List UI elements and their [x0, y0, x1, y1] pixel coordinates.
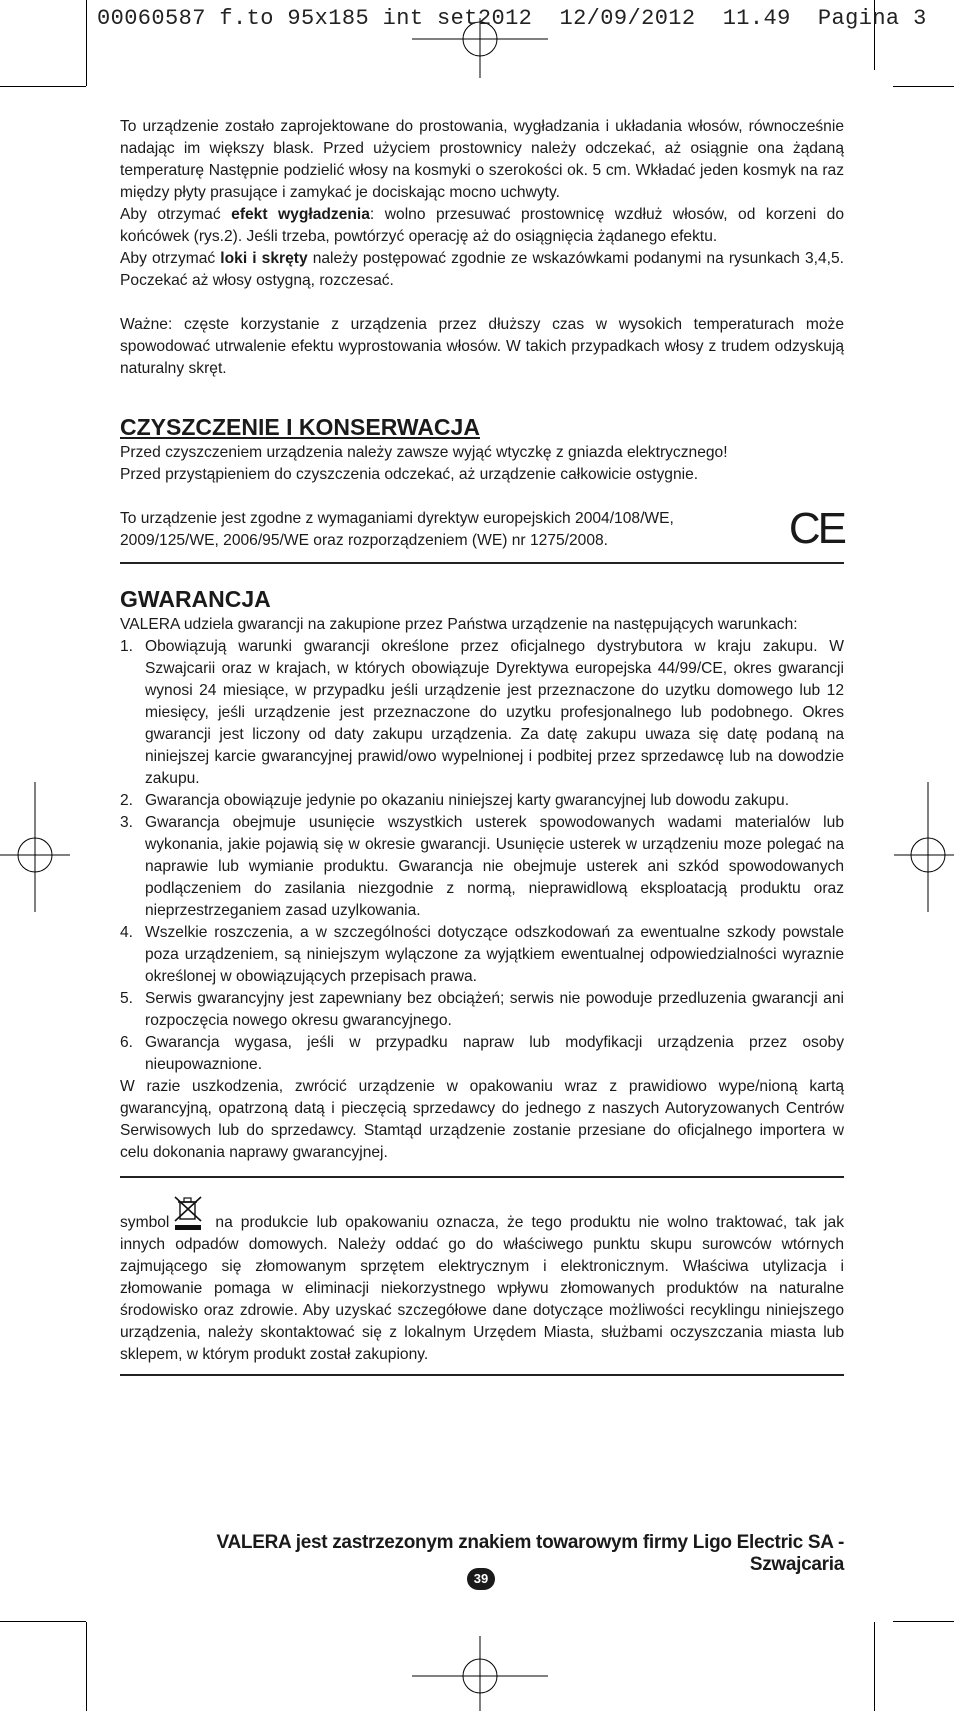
crop-mark — [893, 1621, 954, 1622]
compliance-block — [120, 504, 844, 553]
crop-mark — [86, 0, 87, 86]
warranty-conditions-list — [120, 636, 844, 1076]
divider — [120, 562, 844, 564]
registration-mark-left — [0, 782, 70, 912]
list-item: 4. Wszelkie roszczenia, a w szczególności dotyczące odszkodowań za ewentualne szkody powstale poza urządzeniem, są niniejszym wylączone za wyjątkiem ewentualnej odpowiedzialności wyraznie określonej w obowiązujących przepisach prawa. — [120, 924, 844, 985]
list-item: 3. Gwarancja obejmuje usunięcie wszystkich usterek spowodowanych wadami materialów lub wykonania, jakie pojawią się w okresie gwarancji. Usunięcie usterek w urządzeniu moze polegać na naprawie lub wymianie produktu. Gwarancja nie obejmuje usterek ani szkód spowodowanych podlączeniem do zasilania niezgodnie z normą, nieprawidlową eksploatacją produktu oraz nieprzestrzeganiem zasad uzylkowania. — [120, 814, 844, 919]
list-item: 5. Serwis gwarancyjny jest zapewniany bez obciążeń; serwis nie powoduje przedluzenia gwarancji ani rozpoczęcia nowego okresu gwarancyjnego. — [120, 990, 844, 1029]
warning-paragraph: Ważne: częste korzystanie z urządzenia przez dłuższy czas w wysokich temperaturach może spowodować utrwalenie efektu wyprostowania włosów. W takich przypadkach włosy z trudem odzyskują naturalny skręt. — [120, 316, 844, 377]
intro-paragraph: To urządzenie zostało zaprojektowane do prostowania, wygładzania i układania włosów, równocześnie nadając im większy blask. Przed użyciem prostownicy należy odczekać, aż osiągnie ona żądaną temperaturę Następnie podzielić włosy na kosmyki o szerokości ok. 5 cm. Wkładać jeden kosmyk na raz między płyty prasujące i zamykać je dociskając mocno uchwyty. — [120, 118, 844, 201]
disposal-paragraph: symbol na produkcie lub opakowaniu oznacza, że tego produktu nie wolno traktować, tak jak innych odpadów domowych. Należy oddać go do właściwego punktu skupu surowców wtórnych zajmującego się złomowanym sprzętem elektrycznym i elektronicznym. Właściwa utylizacja i złomowanie pomaga w eliminacji niekorzystnego wpływu złomowanych produktów na naturalne środowisko oraz zdrowie. Aby uzyskać szczegółowe dane dotyczące możliwości recyklingu niniejszego urządzenia, należy skontaktować się z lokalnym Urzędem Miasta, służbami oczyszczania miasta lub sklepem, w którym produkt został zakupiony. — [120, 1214, 844, 1363]
list-item: 2. Gwarancja obowiązuje jedynie po okazaniu niniejszej karty gwarancyjnej lub dowodu zakupu. — [120, 792, 790, 809]
crop-mark — [0, 1621, 86, 1622]
disposal-block — [120, 1194, 844, 1366]
crossed-out-bin-icon — [172, 1194, 204, 1232]
crop-mark — [874, 1622, 875, 1711]
registration-mark-right — [894, 782, 954, 912]
cleaning-heading: CZYSZCZENIE I KONSERWACJA — [120, 414, 480, 440]
crop-mark — [893, 86, 954, 87]
smoothing-paragraph: Aby otrzymać efekt wygładzenia: wolno przesuwać prostownicę wzdłuż włosów, od korzeni do końcówek (rys.2). Jeśli trzeba, powtórzyć operację aż do osiągnięcia żądanego efektu. — [120, 206, 845, 245]
cleaning-line-1: Przed czyszczeniem urządzenia należy zawsze wyjąć wtyczkę z gniazda elektrycznego! — [120, 444, 728, 461]
page-number-badge: 39 — [467, 1568, 495, 1590]
warranty-heading: GWARANCJA — [120, 586, 271, 612]
curls-paragraph: Aby otrzymać loki i skręty należy postępować zgodnie ze wskazówkami podanymi na rysunkach 3,4,5. Poczekać aż włosy ostygną, rozczesać. — [120, 250, 845, 289]
warranty-closing: W razie uszkodzenia, zwrócić urządzenie w opakowaniu wraz z prawidiowo wype/nioną kartą gwarancyjną, opatrzoną datą i pieczęcią sprzedawcy do jednego z naszych Autoryzowanych Centrów Serwisowych lub do sprzedawcy. Stamtąd urządzenie zostanie przesiane do oficjalnego importera w celu dokonania naprawy gwarancyjnej. — [120, 1078, 844, 1161]
divider — [120, 1176, 844, 1178]
document-body — [120, 116, 844, 1376]
trademark-footer: VALERA jest zastrzezonym znakiem towarowym firmy Ligo Electric SA - Szwajcaria — [216, 1532, 844, 1575]
ce-mark: CE — [788, 504, 844, 553]
warranty-intro: VALERA udziela gwarancji na zakupione przez Państwa urządzenie na następujących warunkach: — [120, 616, 798, 633]
list-item: 1. Obowiązują warunki gwarancji określone przez oficjalnego dystrybutora w kraju zakupu. W Szwajcarii oraz w krajach, w których obowiązuje Dyrektywa europejska 44/99/CE, okres gwarancji wynosi 24 miesiące, w przypadku jeśli urządzenie jest przeznaczone do uzytku domowego lub 12 miesięcy, jeśli urządzenie jest przeznaczone do uzytku profesjonalnego lub podobnego. Okres gwarancji jest liczony od daty zakupu urządzenia. Za datę zakupu uwaza się datę podaną na niniejszej karcie gwarancyjnej prawid/owo wypelnionej i podbitej przez sprzedawcę lub na dowodzie zakupu. — [120, 638, 844, 787]
compliance-text: To urządzenie jest zgodne z wymaganiami dyrektyw europejskich 2004/108/WE, 2009/125/WE, 2006/95/WE oraz rozporządzeniem (WE) nr 1275/2008. — [120, 510, 674, 549]
print-slug-header: 00060587 f.to 95x185 int set2012 12/09/2012 11.49 Pagina 3 — [97, 6, 927, 31]
cleaning-line-2: Przed przystąpieniem do czyszczenia odczekać, aż urządzenie całkowicie ostygnie. — [120, 466, 699, 483]
registration-mark-bottom — [412, 1636, 548, 1711]
divider — [120, 1374, 844, 1376]
list-item: 6. Gwarancja wygasa, jeśli w przypadku napraw lub modyfikacji urządzenia przez osoby nieupowaznione. — [120, 1034, 844, 1073]
crop-mark — [86, 1622, 87, 1711]
crop-mark — [0, 86, 86, 87]
